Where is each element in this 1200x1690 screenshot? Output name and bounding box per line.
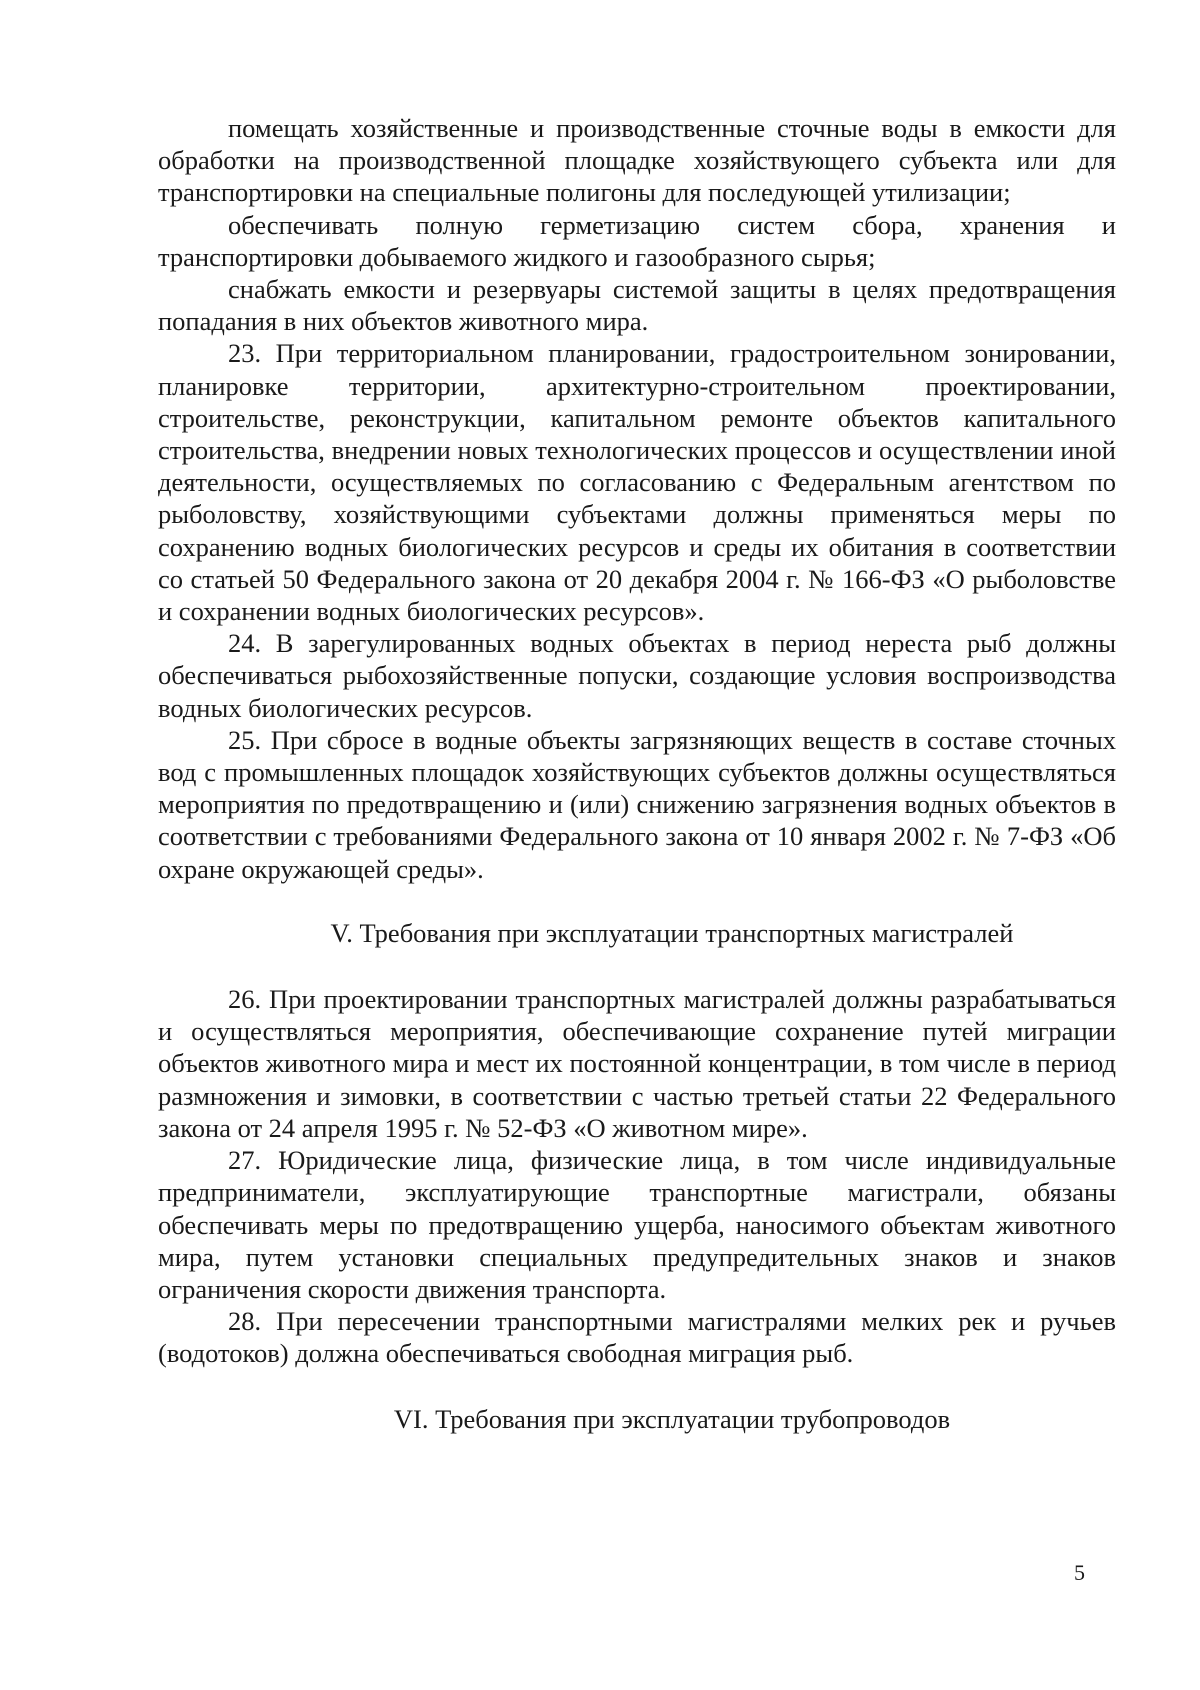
paragraph-wastewater-containers: помещать хозяйственные и производственные сточные воды в емкости для обработки на производственной площадке хозяйствующего субъекта или для транспортировки на специальные полигоны для последующей утилизации;: [158, 113, 1116, 208]
section-vi-heading: VI. Требования при эксплуатации трубопроводов: [393, 1403, 951, 1434]
paragraph-27: 27. Юридические лица, физические лица, в том числе индивидуальные предприниматели, эксплуатирующие транспортные магистрали, обязаны обеспечивать меры по предотвращению ущерба, наносимого объектам животного мира, путем установки специальных предупредительных знаков и знаков ограничения скорости движения транспорта.: [158, 1145, 1116, 1304]
document-body: [158, 112, 1116, 1435]
page-number: 5: [1074, 1560, 1085, 1585]
paragraph-25: 25. При сбросе в водные объекты загрязняющих веществ в составе сточных вод с промышленных площадок хозяйствующих субъектов должны осуществляться мероприятия по предотвращению и (или) снижению загрязнения водных объектов в соответствии с требованиями Федерального закона от 10 января 2002 г. № 7-ФЗ «Об охране окружающей среды».: [158, 724, 1116, 884]
paragraph-23: 23. При территориальном планировании, градостроительном зонировании, планировке территории, архитектурно-строительном проектировании, строительстве, реконструкции, капитальном ремонте объектов капитального строительства, внедрении новых технологических процессов и осуществлении иной деятельности, осуществляемых по согласованию с Федеральным агентством по рыболовству, хозяйствующими субъектами должны применяться меры по сохранению водных биологических ресурсов и среды их обитания в соответствии со статьей 50 Федерального закона от 20 декабря 2004 г. № 166-ФЗ «О рыболовстве и сохранении водных биологических ресурсов».: [158, 338, 1116, 627]
paragraph-26: 26. При проектировании транспортных магистралей должны разрабатываться и осуществляться мероприятия, обеспечивающие сохранение путей миграции объектов животного мира и мест их постоянной концентрации, в том числе в период размножения и зимовки, в соответствии с частью третьей статьи 22 Федерального закона от 24 апреля 1995 г. № 52-ФЗ «О животном мире».: [158, 984, 1116, 1143]
paragraph-28: 28. При пересечении транспортными магистралями мелких рек и ручьев (водотоков) должна обеспечиваться свободная миграция рыб.: [158, 1306, 1116, 1369]
section-v-heading: V. Требования при эксплуатации транспортных магистралей: [330, 917, 1014, 948]
paragraph-tank-protection: снабжать емкости и резервуары системой защиты в целях предотвращения попадания в них объектов животного мира.: [158, 274, 1116, 337]
paragraph-24: 24. В зарегулированных водных объектах в период нереста рыб должны обеспечиваться рыбохозяйственные попуски, создающие условия воспроизводства водных биологических ресурсов.: [158, 628, 1116, 723]
paragraph-sealing-systems: обеспечивать полную герметизацию систем сбора, хранения и транспортировки добываемого жидкого и газообразного сырья;: [158, 209, 1116, 272]
